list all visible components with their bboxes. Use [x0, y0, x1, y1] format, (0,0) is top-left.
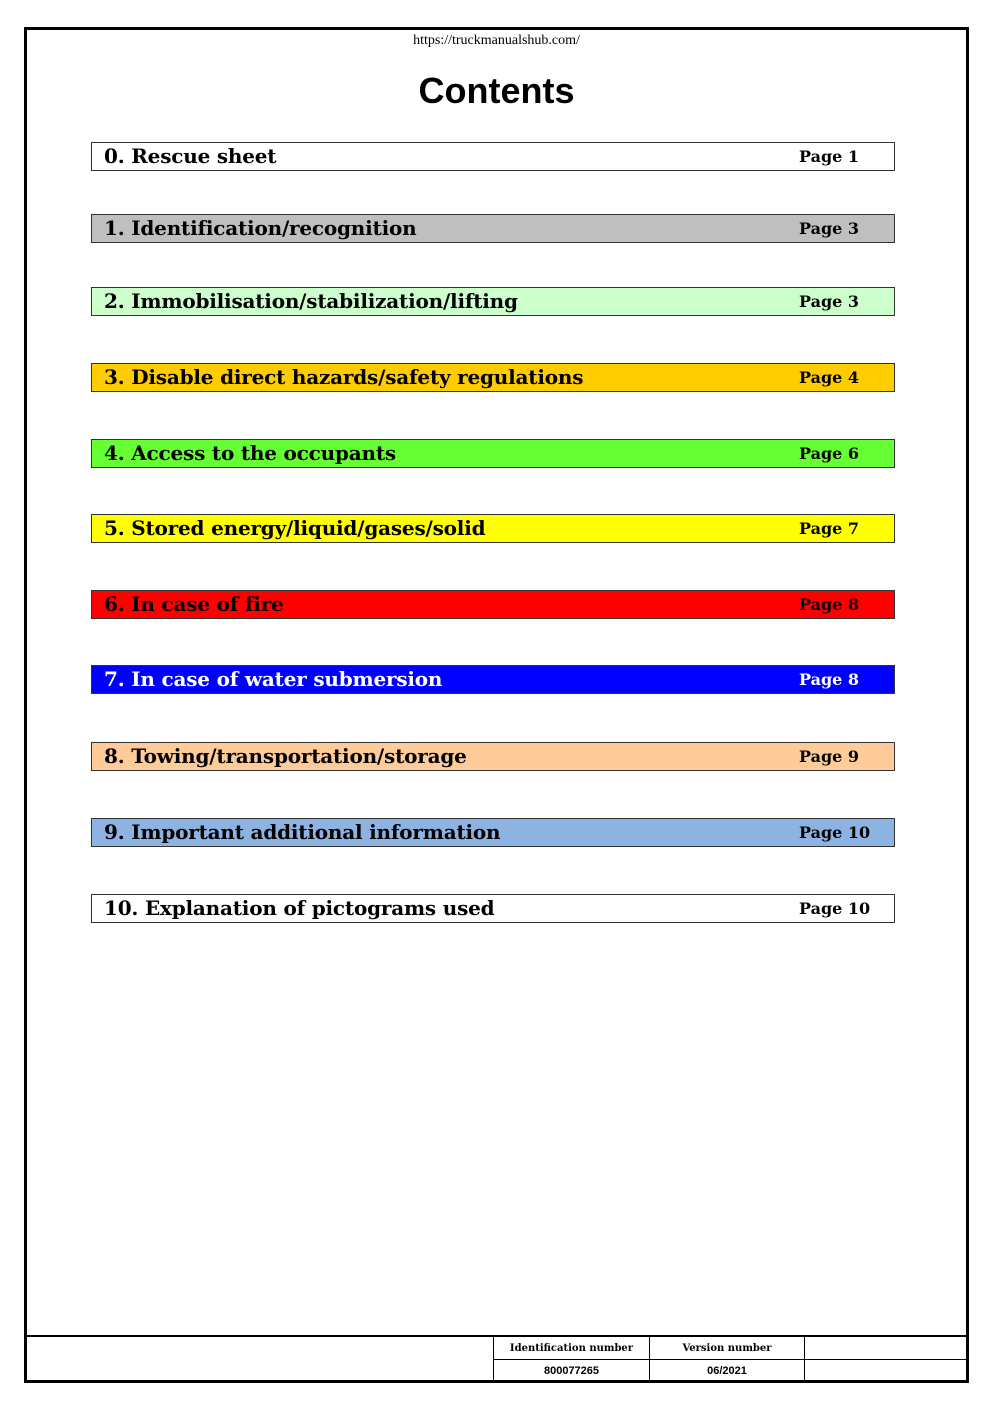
toc-entry-3[interactable]: [91, 363, 895, 392]
toc-entry-label: 3. Disable direct hazards/safety regulations: [104, 365, 584, 389]
version-number-value: 06/2021: [649, 1360, 804, 1382]
id-number-value: 800077265: [493, 1360, 649, 1382]
toc-entry-page: Page 1: [799, 147, 860, 166]
toc-entry-label: 2. Immobilisation/stabilization/lifting: [104, 289, 518, 313]
toc-entry-7[interactable]: [91, 665, 895, 694]
toc-entry-page: Page 9: [799, 747, 860, 766]
toc-entry-label: 6. In case of fire: [104, 592, 284, 616]
toc-entry-1[interactable]: [91, 214, 895, 243]
toc-entry-label: 5. Stored energy/liquid/gases/solid: [104, 516, 486, 540]
toc-entry-page: Page 3: [799, 219, 860, 238]
toc-entry-page: Page 4: [799, 368, 860, 387]
toc-entry-page: Page 8: [799, 595, 860, 614]
toc-entry-label: 9. Important additional information: [104, 820, 501, 844]
toc-entry-9[interactable]: [91, 818, 895, 847]
page-frame: [24, 27, 969, 1383]
toc-entry-page: Page 10: [799, 823, 871, 842]
toc-entry-page: Page 7: [799, 519, 860, 538]
toc-entry-8[interactable]: [91, 742, 895, 771]
toc-entry-page: Page 3: [799, 292, 860, 311]
toc-entry-5[interactable]: [91, 514, 895, 543]
toc-entry-label: 8. Towing/transportation/storage: [104, 744, 467, 768]
footer-blank-head: [804, 1337, 966, 1360]
toc-entry-page: Page 6: [799, 444, 860, 463]
toc-entry-label: 0. Rescue sheet: [104, 144, 277, 168]
toc-entry-page: Page 10: [799, 899, 871, 918]
toc-entry-label: 10. Explanation of pictograms used: [104, 896, 495, 920]
toc-entry-page: Page 8: [799, 670, 860, 689]
source-url[interactable]: https://truckmanualshub.com/: [413, 33, 580, 48]
footer-blank-value: [804, 1360, 966, 1382]
version-number-label: Version number: [649, 1337, 804, 1360]
toc-entry-6[interactable]: [91, 590, 895, 619]
id-number-label: Identification number: [493, 1337, 649, 1360]
footer-info-table: [27, 1335, 966, 1382]
toc-entry-label: 1. Identification/recognition: [104, 216, 417, 240]
page-title: Contents: [418, 70, 575, 111]
toc-entry-label: 4. Access to the occupants: [104, 441, 396, 465]
toc-entry-4[interactable]: [91, 439, 895, 468]
toc-entry-label: 7. In case of water submersion: [104, 667, 443, 691]
toc-entry-2[interactable]: [91, 287, 895, 316]
toc-entry-0[interactable]: [91, 142, 895, 171]
toc-entry-10[interactable]: [91, 894, 895, 923]
